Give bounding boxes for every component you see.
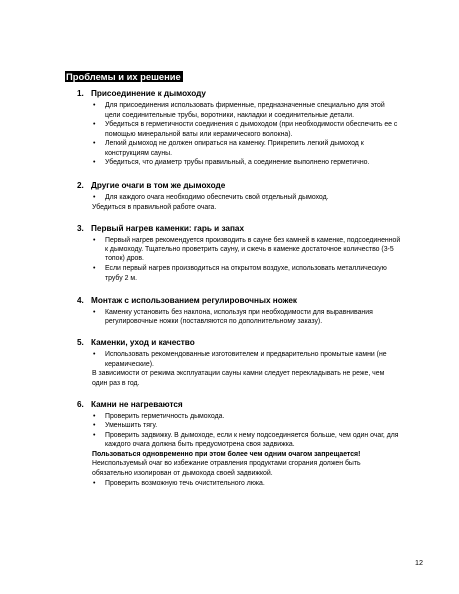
list-item: Для присоединения использовать фирменные, предназначенные специально для этой xyxy=(105,102,385,109)
bullet-icon: • xyxy=(93,159,96,166)
bullet-icon: • xyxy=(93,422,96,429)
list-item: Убедиться в герметичности соединения с дымоходом (при необходимости обеспечить ее с xyxy=(105,121,398,128)
list-item: Проверить возможную течь очистительного люка. xyxy=(105,480,265,487)
section-title: Каменки, уход и качество xyxy=(91,338,195,347)
text-line: регулировочные ножки (поставляются по дополнительному заказу). xyxy=(105,318,323,325)
section-number: 2. xyxy=(77,181,84,190)
text-line: Неиспользуемый очаг во избежание отравления продуктами сгорания должен быть xyxy=(92,460,361,467)
text-line: обязательно изолирован от дымохода своей задвижкой. xyxy=(92,470,273,477)
bullet-icon: • xyxy=(93,121,96,128)
list-item: Использовать рекомендованные изготовителем и предварительно промытые камни (не xyxy=(105,351,387,358)
text-line: керамические). xyxy=(105,361,154,368)
section-title: Камни не нагреваются xyxy=(91,400,183,409)
text-line: топок) дров. xyxy=(105,255,144,262)
section-number: 4. xyxy=(77,296,84,305)
section-number: 1. xyxy=(77,89,84,98)
list-item: Для каждого очага необходимо обеспечить свой отдельный дымоход. xyxy=(105,194,329,201)
text-line: Убедиться в правильной работе очага. xyxy=(92,204,217,211)
list-item: Каменку установить без наклона, используя при необходимости для выравнивания xyxy=(105,309,373,316)
text-line: трубу 2 м. xyxy=(105,275,137,282)
section-title: Первый нагрев каменки: гарь и запах xyxy=(91,224,245,233)
list-item: Первый нагрев рекомендуется производить в сауне без камней в каменке, подсоединенной xyxy=(105,237,401,244)
text-line: один раз в год. xyxy=(92,380,140,387)
bullet-icon: • xyxy=(93,237,96,244)
text-line: помощью минеральной ваты или керамического волокна). xyxy=(105,131,293,138)
section-number: 3. xyxy=(77,224,84,233)
list-item: Если первый нагрев производиться на открытом воздухе, использовать металлическую xyxy=(105,265,387,272)
text-line: Пользоваться одновременно при этом более чем одним очагом запрещается! xyxy=(92,451,361,458)
list-item: Легкий дымоход не должен опираться на каменку. Прикрепить легкий дымоход к xyxy=(105,140,364,147)
section-number: 5. xyxy=(77,338,84,347)
bullet-icon: • xyxy=(93,413,96,420)
bullet-icon: • xyxy=(93,102,96,109)
bullet-icon: • xyxy=(93,351,96,358)
list-item: Убедиться, что диаметр трубы правильный, а соединение выполнено герметично. xyxy=(105,159,370,166)
page-number: 12 xyxy=(415,558,423,567)
page-title: Проблемы и их решение xyxy=(66,71,181,82)
section-number: 6. xyxy=(77,400,84,409)
bullet-icon: • xyxy=(93,265,96,272)
bullet-icon: • xyxy=(93,140,96,147)
list-item: Проверить герметичность дымохода. xyxy=(105,413,225,420)
bullet-icon: • xyxy=(93,309,96,316)
text-line: В зависимости от режима эксплуатации сауны камни следует перекладывать не реже, чем xyxy=(92,370,385,377)
text-line: конструкциям сауны. xyxy=(105,150,173,157)
text-line: каждого очага должна быть предусмотрена своя задвижка. xyxy=(105,441,295,448)
section-title: Другие очаги в том же дымоходе xyxy=(91,181,226,190)
list-item: Проверить задвижку. В дымоходе, если к нему подсоединяется больше, чем один очаг, для xyxy=(105,432,399,439)
text-line: к дымоходу. Тщательно проветрить сауну, и сжечь в каменке достаточное количество (3-5 xyxy=(105,246,394,253)
bullet-icon: • xyxy=(93,432,96,439)
section-title: Монтаж с использованием регулировочных ножек xyxy=(91,296,297,305)
text-line: цели соединительные трубы, воротники, накладки и соединительные детали. xyxy=(105,112,355,119)
list-item: Уменьшить тягу. xyxy=(105,422,158,429)
section-title: Присоединение к дымоходу xyxy=(91,89,206,98)
bullet-icon: • xyxy=(93,480,96,487)
bullet-icon: • xyxy=(93,194,96,201)
